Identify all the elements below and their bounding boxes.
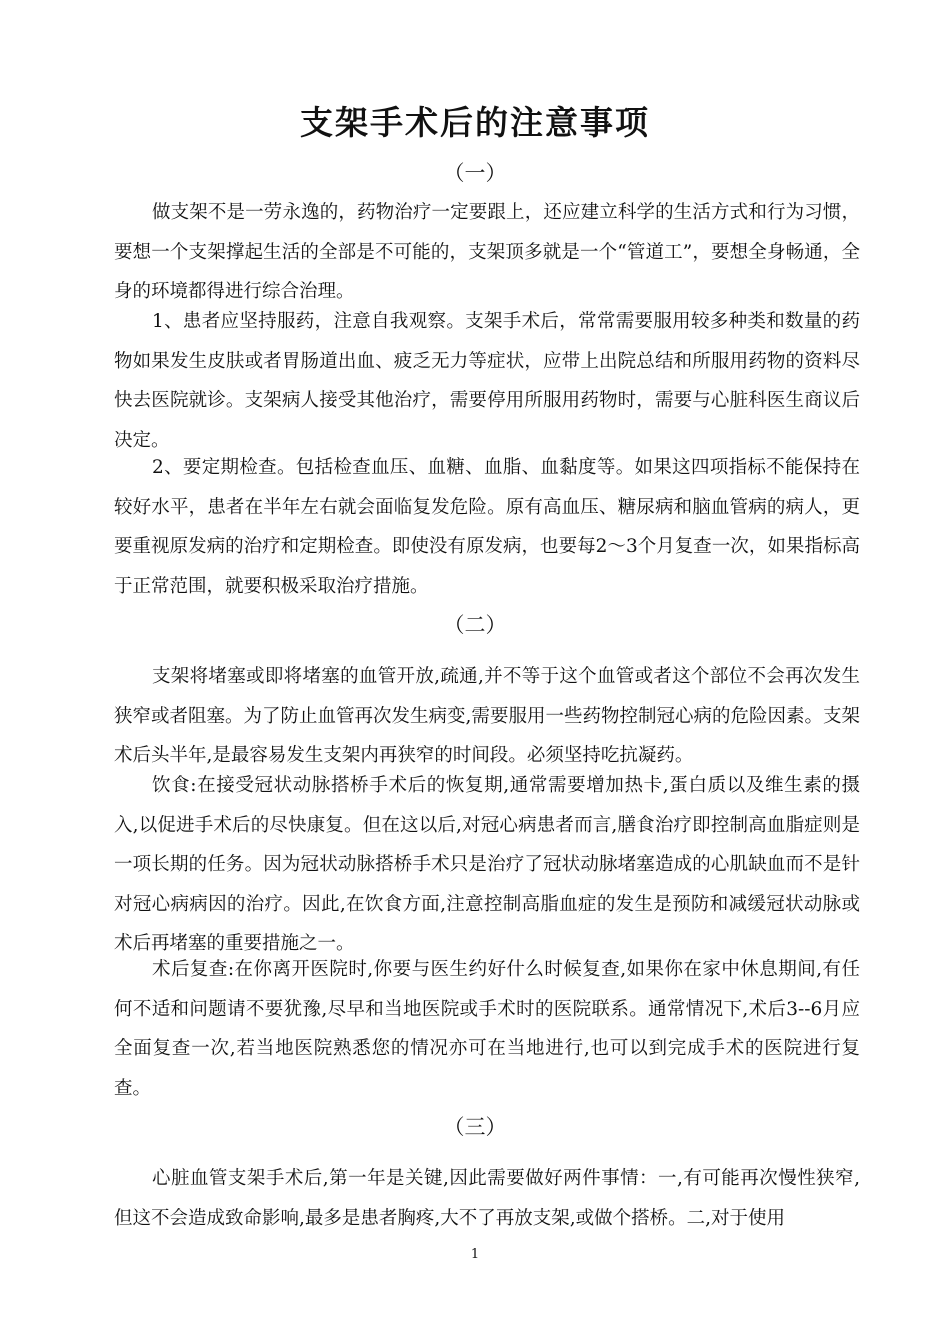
paragraph: 支架将堵塞或即将堵塞的血管开放,疏通,并不等于这个血管或者这个部位不会再次发生狭窄或者阻塞。为了防止血管再次发生病变,需要服用一些药物控制冠心病的危险因素。支架术后头半年,是最容易发生支架内再狭窄的时间段。必须坚持吃抗凝药。 <box>114 666 860 766</box>
document-title: 支架手术后的注意事项 <box>300 103 650 142</box>
section-heading-3: （三） <box>443 1115 507 1139</box>
paragraph: 术后复查:在你离开医院时,你要与医生约好什么时候复查,如果你在家中休息期间,有任何不适和问题请不要犹豫,尽早和当地医院或手术时的医院联系。通常情况下,术后3--6月应全面复查一次,若当地医院熟悉您的情况亦可在当地进行,也可以到完成手术的医院进行复查。 <box>114 959 860 1099</box>
paragraph: 心脏血管支架手术后,第一年是关键,因此需要做好两件事情：一,有可能再次慢性狭窄,但这不会造成致命影响,最多是患者胸疼,大不了再放支架,或做个搭桥。二,对于使用 <box>114 1168 860 1229</box>
paragraph: 1、患者应坚持服药，注意自我观察。支架手术后，常常需要服用较多种类和数量的药物如果发生皮肤或者胃肠道出血、疲乏无力等症状，应带上出院总结和所服用药物的资料尽快去医院就诊。支架病人接受其他治疗，需要停用所服用药物时，需要与心脏科医生商议后决定。 <box>114 311 860 451</box>
section-heading-1: （一） <box>443 161 507 185</box>
paragraph: 饮食:在接受冠状动脉搭桥手术后的恢复期,通常需要增加热卡,蛋白质以及维生素的摄入,以促进手术后的尽快康复。但在这以后,对冠心病患者而言,膳食治疗即控制高血脂症则是一项长期的任务。因为冠状动脉搭桥手术只是治疗了冠状动脉堵塞造成的心肌缺血而不是针对冠心病病因的治疗。因此,在饮食方面,注意控制高脂血症的发生是预防和减缓冠状动脉或术后再堵塞的重要措施之一。 <box>114 775 860 954</box>
paragraph: 做支架不是一劳永逸的，药物治疗一定要跟上，还应建立科学的生活方式和行为习惯，要想一个支架撑起生活的全部是不可能的，支架顶多就是一个“管道工”，要想全身畅通，全身的环境都得进行综合治理。 <box>114 202 860 302</box>
section-heading-2: （二） <box>443 613 507 637</box>
page-number: 1 <box>470 1247 480 1262</box>
paragraph: 2、要定期检查。包括检查血压、血糖、血脂、血黏度等。如果这四项指标不能保持在较好水平，患者在半年左右就会面临复发危险。原有高血压、糖尿病和脑血管病的病人，更要重视原发病的治疗和定期检查。即使没有原发病，也要每2～3个月复查一次，如果指标高于正常范围，就要积极采取治疗措施。 <box>114 457 860 597</box>
